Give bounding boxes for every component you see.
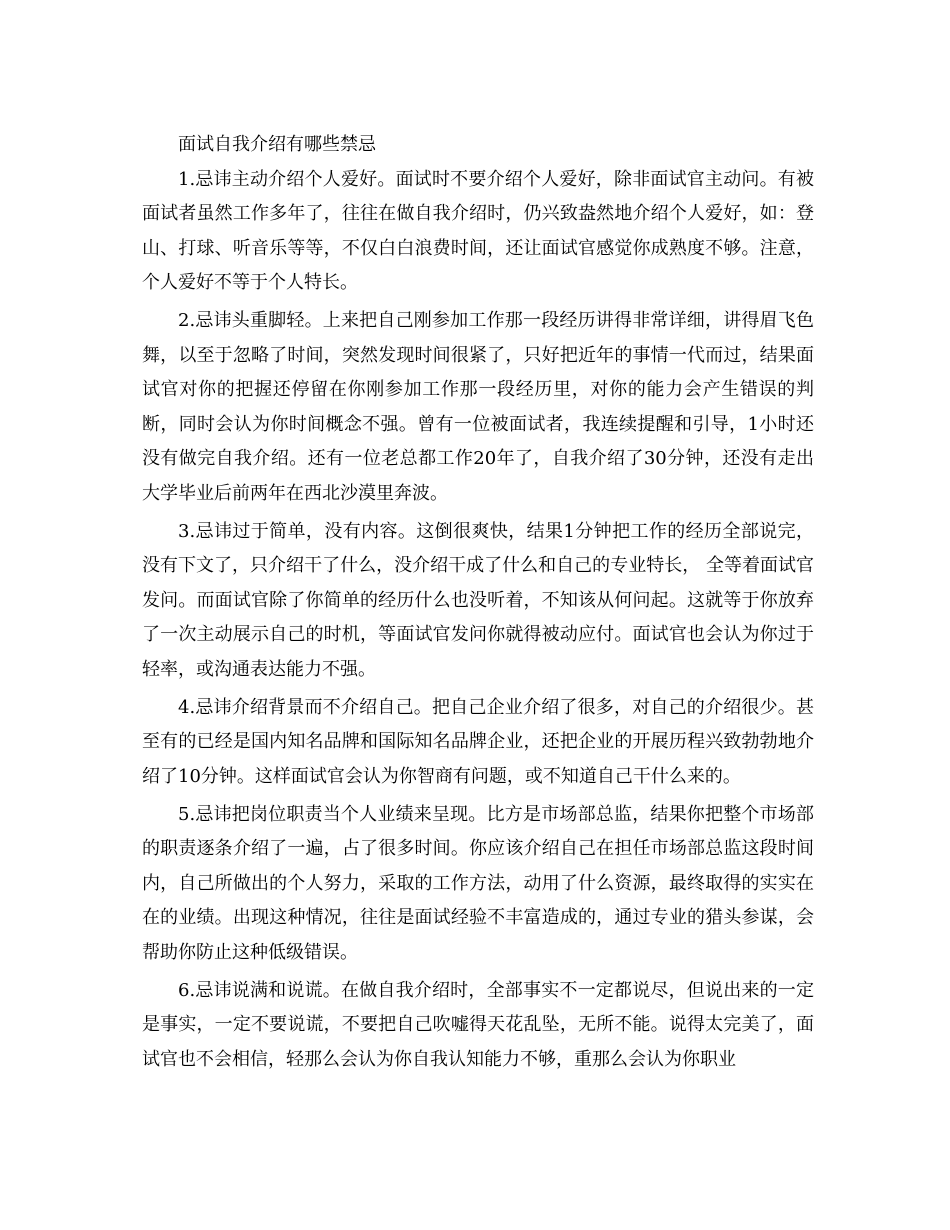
document-body	[142, 128, 814, 1081]
paragraph-5: 5.忌讳把岗位职责当个人业绩来呈现。比方是市场部总监，结果你把整个市场部的职责逐条介绍了一遍，占了很多时间。你应该介绍自己在担任市场部总监这段时间内，自己所做出的个人努力，采取的工作方法，动用了什么资源，最终取得的实实在在的业绩。出现这种情况，往往是面试经验不丰富造成的，通过专业的猎头参谋，会帮助你防止这种低级错误。	[142, 803, 814, 963]
paragraph-4: 4.忌讳介绍背景而不介绍自己。把自己企业介绍了很多，对自己的介绍很少。甚至有的已经是国内知名品牌和国际知名品牌企业，还把企业的开展历程兴致勃勃地介绍了10分钟。这样面试官会认为你智商有问题，或不知道自己干什么来的。	[142, 696, 814, 787]
paragraph-6: 6.忌讳说满和说谎。在做自我介绍时，全部事实不一定都说尽，但说出来的一定是事实，一定不要说谎，不要把自己吹嘘得天花乱坠，无所不能。说得太完美了，面试官也不会相信，轻那么会认为你自我认知能力不够，重那么会认为你职业	[142, 979, 814, 1070]
paragraph-2: 2.忌讳头重脚轻。上来把自己刚参加工作那一段经历讲得非常详细，讲得眉飞色舞，以至于忽略了时间，突然发现时间很紧了，只好把近年的事情一代而过，结果面试官对你的把握还停留在你刚参加工作那一段经历里，对你的能力会产生错误的判断，同时会认为你时间概念不强。曾有一位被面试者，我连续提醒和引导，1小时还没有做完自我介绍。还有一位老总都工作20年了，自我介绍了30分钟，还没有走出大学毕业后前两年在西北沙漠里奔波。	[142, 310, 814, 504]
paragraph-3: 3.忌讳过于简单，没有内容。这倒很爽快，结果1分钟把工作的经历全部说完，没有下文了，只介绍干了什么，没介绍干成了什么和自己的专业特长， 全等着面试官发问。而面试官除了你简单的经历什么也没听着，不知该从何问起。这就等于你放弃了一次主动展示自己的时机，等面试官发问你就得被动应付。面试官也会认为你过于轻率，或沟通表达能力不强。	[142, 520, 814, 680]
paragraph-1: 1.忌讳主动介绍个人爱好。面试时不要介绍个人爱好，除非面试官主动问。有被面试者虽然工作多年了，往往在做自我介绍时，仍兴致盎然地介绍个人爱好，如：登山、打球、听音乐等等，不仅白白浪费时间，还让面试官感觉你成熟度不够。注意，个人爱好不等于个人特长。	[142, 168, 814, 293]
document-title: 面试自我介绍有哪些禁忌	[178, 134, 376, 155]
